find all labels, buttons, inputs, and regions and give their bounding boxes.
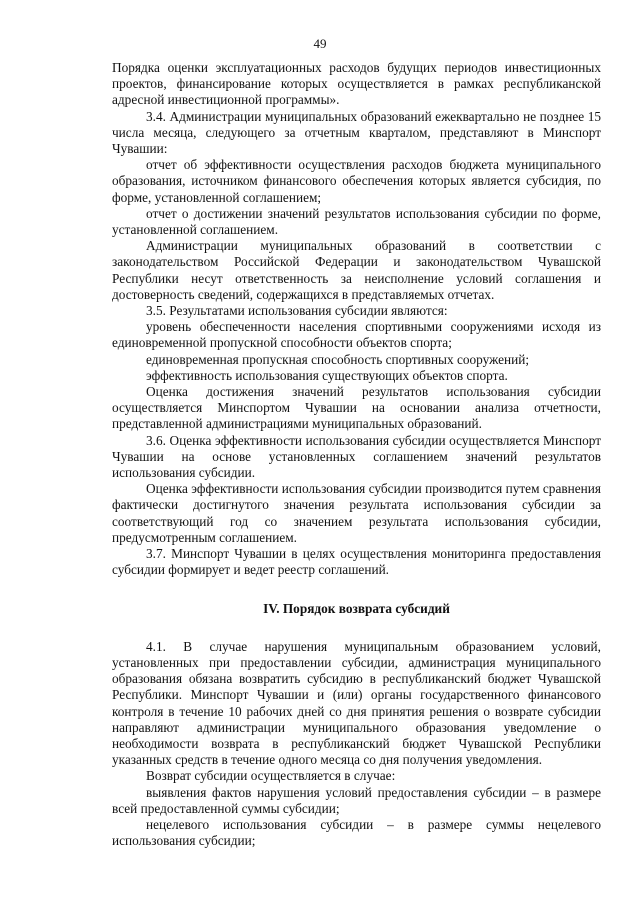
paragraph: Оценка эффективности использования субсидии производится путем сравнения фактически достигнутого значения результата использования субсидии за соответствующий год со значением результата использования субсидии, предусмотренным соглашением. [112, 481, 601, 545]
section-heading: IV. Порядок возврата субсидий [263, 600, 450, 616]
paragraph: 4.1. В случае нарушения муниципальным образованием условий, установленных при предоставлении субсидии, администрация муниципального образования обязана возвратить субсидию в республиканский бюджет Чувашской Республики. Минспорт Чувашии и (или) органы государственного финансового контроля в течение 10 рабочих дней со дня принятия решения о возврате субсидии направляют администрации муниципального образования уведомление о необходимости возврата в республиканский бюджет Чувашской Республики указанных средств в течение одного месяца со дня получения уведомления. [112, 638, 601, 768]
paragraph: выявления фактов нарушения условий предоставления субсидии – в размере всей предоставленной суммы субсидии; [112, 784, 601, 816]
paragraph: нецелевого использования субсидии – в размере суммы нецелевого использования субсидии; [112, 816, 601, 849]
paragraph: 3.6. Оценка эффективности использования субсидии осуществляется Минспорт Чувашии на основе установленных соглашением значений результатов использования субсидии. [112, 432, 601, 481]
paragraph: уровень обеспеченности населения спортивными сооружениями исходя из единовременной пропускной способности объектов спорта; [112, 319, 601, 351]
paragraph: Оценка достижения значений результатов использования субсидии осуществляется Минспортом Чувашии на основании анализа отчетности, представленной администрациями муниципальных образований. [112, 384, 601, 432]
paragraph: 3.7. Минспорт Чувашии в целях осуществления мониторинга предоставления субсидии формирует и ведет реестр соглашений. [112, 546, 601, 578]
paragraph: Возврат субсидии осуществляется в случае: [146, 768, 396, 784]
document-body [112, 60, 601, 849]
page-number: 49 [313, 36, 327, 51]
paragraph: эффективность использования существующих объектов спорта. [146, 367, 508, 383]
paragraph: отчет о достижении значений результатов использования субсидии по форме, установленной соглашением. [112, 205, 601, 238]
paragraph: единовременная пропускная способность спортивных сооружений; [146, 351, 530, 367]
paragraph: отчет об эффективности осуществления расходов бюджета муниципального образования, источником финансового обеспечения которых является субсидия, по форме, установленной соглашением; [112, 157, 601, 205]
paragraph: Порядка оценки эксплуатационных расходов будущих периодов инвестиционных проектов, финансирование которых осуществляется в рамках республиканской адресной инвестиционной программы». [112, 60, 601, 108]
paragraph: 3.5. Результатами использования субсидии являются: [146, 303, 448, 319]
paragraph: Администрации муниципальных образований в соответствии с законодательством Российской Федерации и законодательством Чувашской Республики несут ответственность за неисполнение условий соглашения и достоверность сведений, содержащихся в представляемых отчетах. [112, 238, 601, 302]
paragraph: 3.4. Администрации муниципальных образований ежеквартально не позднее 15 числа месяца, следующего за отчетным кварталом, представляют в Минспорт Чувашии: [112, 108, 601, 157]
